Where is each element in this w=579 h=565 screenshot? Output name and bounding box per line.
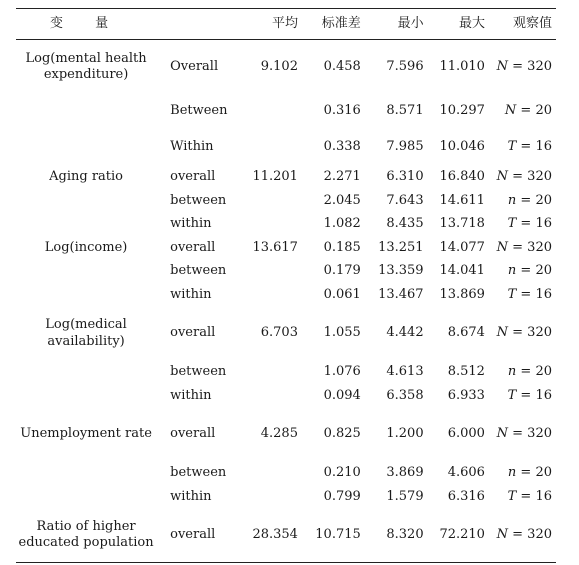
cell-min: 8.320 xyxy=(363,509,426,563)
cell-type: Overall xyxy=(170,58,219,74)
table-body xyxy=(16,40,556,563)
cell-type: within xyxy=(170,216,212,232)
cell-min: 7.985 xyxy=(386,139,424,155)
table-row xyxy=(16,408,556,462)
cell-obs xyxy=(487,384,556,408)
cell-sd: 0.799 xyxy=(323,488,361,504)
cell-obs xyxy=(487,166,556,190)
cell-sd: 0.316 xyxy=(323,103,361,119)
cell-type: overall xyxy=(170,325,216,341)
cell-obs xyxy=(487,40,556,94)
obs-symbol: T xyxy=(507,387,517,403)
cell-type: Between xyxy=(170,103,228,119)
cell-obs xyxy=(487,509,556,563)
obs-symbol: T xyxy=(507,139,517,155)
cell-max: 6.933 xyxy=(447,387,485,403)
obs-symbol: n xyxy=(507,263,517,279)
table-row xyxy=(16,40,556,94)
table-row xyxy=(16,213,556,237)
cell-mean xyxy=(237,94,300,130)
cell-mean xyxy=(237,283,300,307)
cell-obs xyxy=(487,462,556,486)
cell-mean xyxy=(237,462,300,486)
cell-max: 14.077 xyxy=(439,239,485,255)
cell-max: 8.674 xyxy=(447,325,485,341)
obs-symbol: N xyxy=(504,103,517,119)
cell-type: overall xyxy=(170,426,216,442)
cell-variable: Unemployment rate xyxy=(20,426,152,442)
cell-sd: 10.715 xyxy=(300,509,363,563)
cell-mean: 11.201 xyxy=(252,169,298,185)
cell-variable: Log(mental health expenditure) xyxy=(25,50,147,82)
header-mean: 平均 xyxy=(237,9,300,40)
obs-value: = 16 xyxy=(520,488,552,504)
cell-max: 10.046 xyxy=(439,139,485,155)
cell-variable xyxy=(16,260,156,284)
obs-value: = 20 xyxy=(520,364,552,380)
cell-sd: 1.055 xyxy=(323,325,361,341)
obs-symbol: n xyxy=(507,364,517,380)
cell-type: Within xyxy=(170,139,214,155)
table-row xyxy=(16,485,556,509)
cell-sd: 2.045 xyxy=(323,192,361,208)
cell-max: 10.297 xyxy=(439,103,485,119)
cell-max: 13.718 xyxy=(439,216,485,232)
cell-mean xyxy=(237,189,300,213)
cell-min: 1.200 xyxy=(386,426,424,442)
cell-obs xyxy=(487,361,556,385)
cell-sd: 0.094 xyxy=(323,387,361,403)
cell-max: 13.869 xyxy=(439,286,485,302)
cell-sd: 0.825 xyxy=(323,426,361,442)
obs-value: = 320 xyxy=(512,426,552,442)
obs-symbol: T xyxy=(507,488,517,504)
cell-variable xyxy=(16,283,156,307)
table-row xyxy=(16,361,556,385)
header-min: 最小 xyxy=(363,9,426,40)
cell-min: 6.310 xyxy=(386,169,424,185)
obs-value: = 320 xyxy=(512,58,552,74)
obs-symbol: T xyxy=(507,286,517,302)
cell-variable: Ratio of higher educated population xyxy=(16,509,156,563)
cell-max: 14.041 xyxy=(439,263,485,279)
cell-obs xyxy=(487,307,556,361)
cell-variable xyxy=(16,130,156,166)
cell-sd: 1.082 xyxy=(323,216,361,232)
obs-value: = 320 xyxy=(512,325,552,341)
obs-value: = 320 xyxy=(512,239,552,255)
table-row xyxy=(16,283,556,307)
cell-sd: 0.338 xyxy=(323,139,361,155)
cell-variable xyxy=(16,384,156,408)
cell-variable: Aging ratio xyxy=(49,169,123,185)
cell-sd: 0.210 xyxy=(323,465,361,481)
header-sd: 标准差 xyxy=(300,9,363,40)
header-max: 最大 xyxy=(426,9,487,40)
cell-obs xyxy=(487,130,556,166)
obs-symbol: N xyxy=(496,239,509,255)
cell-type: within xyxy=(170,286,212,302)
cell-min: 4.613 xyxy=(386,364,424,380)
cell-obs xyxy=(487,408,556,462)
cell-variable: Log(income) xyxy=(44,239,128,255)
obs-value: = 320 xyxy=(512,169,552,185)
table-row xyxy=(16,307,556,361)
cell-type: within xyxy=(170,488,212,504)
table-row xyxy=(16,94,556,130)
obs-value: = 20 xyxy=(520,103,552,119)
cell-mean xyxy=(237,130,300,166)
obs-symbol: N xyxy=(496,169,509,185)
header-row xyxy=(16,9,556,40)
cell-mean: 13.617 xyxy=(252,239,298,255)
obs-symbol: n xyxy=(507,465,517,481)
cell-min: 13.251 xyxy=(378,239,424,255)
cell-mean xyxy=(237,260,300,284)
cell-max: 8.512 xyxy=(447,364,485,380)
cell-max: 72.210 xyxy=(426,509,487,563)
cell-min: 4.442 xyxy=(386,325,424,341)
obs-value: = 20 xyxy=(520,263,552,279)
cell-min: 13.467 xyxy=(378,286,424,302)
cell-type: overall xyxy=(156,509,237,563)
cell-type: overall xyxy=(170,169,216,185)
cell-max: 16.840 xyxy=(439,169,485,185)
obs-value: = 16 xyxy=(520,139,552,155)
cell-type: within xyxy=(170,387,212,403)
table-row xyxy=(16,509,556,563)
cell-sd: 0.061 xyxy=(323,286,361,302)
cell-obs xyxy=(487,189,556,213)
cell-variable xyxy=(16,462,156,486)
obs-symbol: N xyxy=(496,325,509,341)
cell-type: overall xyxy=(170,239,216,255)
cell-sd: 0.185 xyxy=(323,239,361,255)
cell-sd: 1.076 xyxy=(323,364,361,380)
cell-mean xyxy=(237,361,300,385)
cell-min: 7.596 xyxy=(386,58,424,74)
cell-type: between xyxy=(170,465,227,481)
cell-min: 1.579 xyxy=(386,488,424,504)
obs-value: = 20 xyxy=(520,192,552,208)
cell-type: between xyxy=(170,192,227,208)
obs-symbol: N xyxy=(496,58,509,74)
table-row xyxy=(16,236,556,260)
obs-symbol: N xyxy=(496,527,509,543)
obs-symbol: n xyxy=(507,192,517,208)
cell-sd: 0.179 xyxy=(323,263,361,279)
cell-min: 3.869 xyxy=(386,465,424,481)
cell-variable xyxy=(16,213,156,237)
cell-max: 14.611 xyxy=(439,192,485,208)
table-row xyxy=(16,260,556,284)
cell-obs xyxy=(487,213,556,237)
cell-variable xyxy=(16,361,156,385)
table-row xyxy=(16,166,556,190)
table-row xyxy=(16,189,556,213)
cell-type: between xyxy=(170,364,227,380)
obs-value: = 320 xyxy=(512,527,552,543)
cell-mean xyxy=(237,213,300,237)
cell-mean xyxy=(237,485,300,509)
cell-max: 11.010 xyxy=(439,58,485,74)
obs-symbol: N xyxy=(496,426,509,442)
cell-sd: 2.271 xyxy=(323,169,361,185)
table-row xyxy=(16,384,556,408)
cell-min: 7.643 xyxy=(386,192,424,208)
obs-symbol: T xyxy=(507,216,517,232)
cell-min: 13.359 xyxy=(378,263,424,279)
cell-mean xyxy=(237,384,300,408)
cell-obs xyxy=(487,283,556,307)
cell-min: 6.358 xyxy=(386,387,424,403)
obs-value: = 16 xyxy=(520,216,552,232)
cell-variable: Log(medical availability) xyxy=(45,317,127,349)
obs-value: = 16 xyxy=(520,286,552,302)
table-header xyxy=(16,9,556,40)
cell-max: 6.000 xyxy=(447,426,485,442)
cell-min: 8.435 xyxy=(386,216,424,232)
cell-max: 4.606 xyxy=(447,465,485,481)
cell-mean: 4.285 xyxy=(260,426,298,442)
cell-obs xyxy=(487,260,556,284)
table-row xyxy=(16,130,556,166)
cell-variable xyxy=(16,189,156,213)
cell-mean: 28.354 xyxy=(237,509,300,563)
obs-value: = 16 xyxy=(520,387,552,403)
cell-max: 6.316 xyxy=(447,488,485,504)
summary-statistics-table xyxy=(16,8,556,563)
cell-min: 8.571 xyxy=(386,103,424,119)
cell-variable xyxy=(16,485,156,509)
header-type xyxy=(156,9,237,40)
cell-obs xyxy=(487,94,556,130)
cell-obs xyxy=(487,236,556,260)
cell-obs xyxy=(487,485,556,509)
header-obs: 观察值 xyxy=(487,9,556,40)
cell-sd: 0.458 xyxy=(323,58,361,74)
cell-variable xyxy=(16,94,156,130)
cell-type: between xyxy=(170,263,227,279)
table-row xyxy=(16,462,556,486)
cell-mean: 9.102 xyxy=(260,58,298,74)
cell-mean: 6.703 xyxy=(260,325,298,341)
obs-value: = 20 xyxy=(520,465,552,481)
header-variable: 变 量 xyxy=(16,9,156,40)
